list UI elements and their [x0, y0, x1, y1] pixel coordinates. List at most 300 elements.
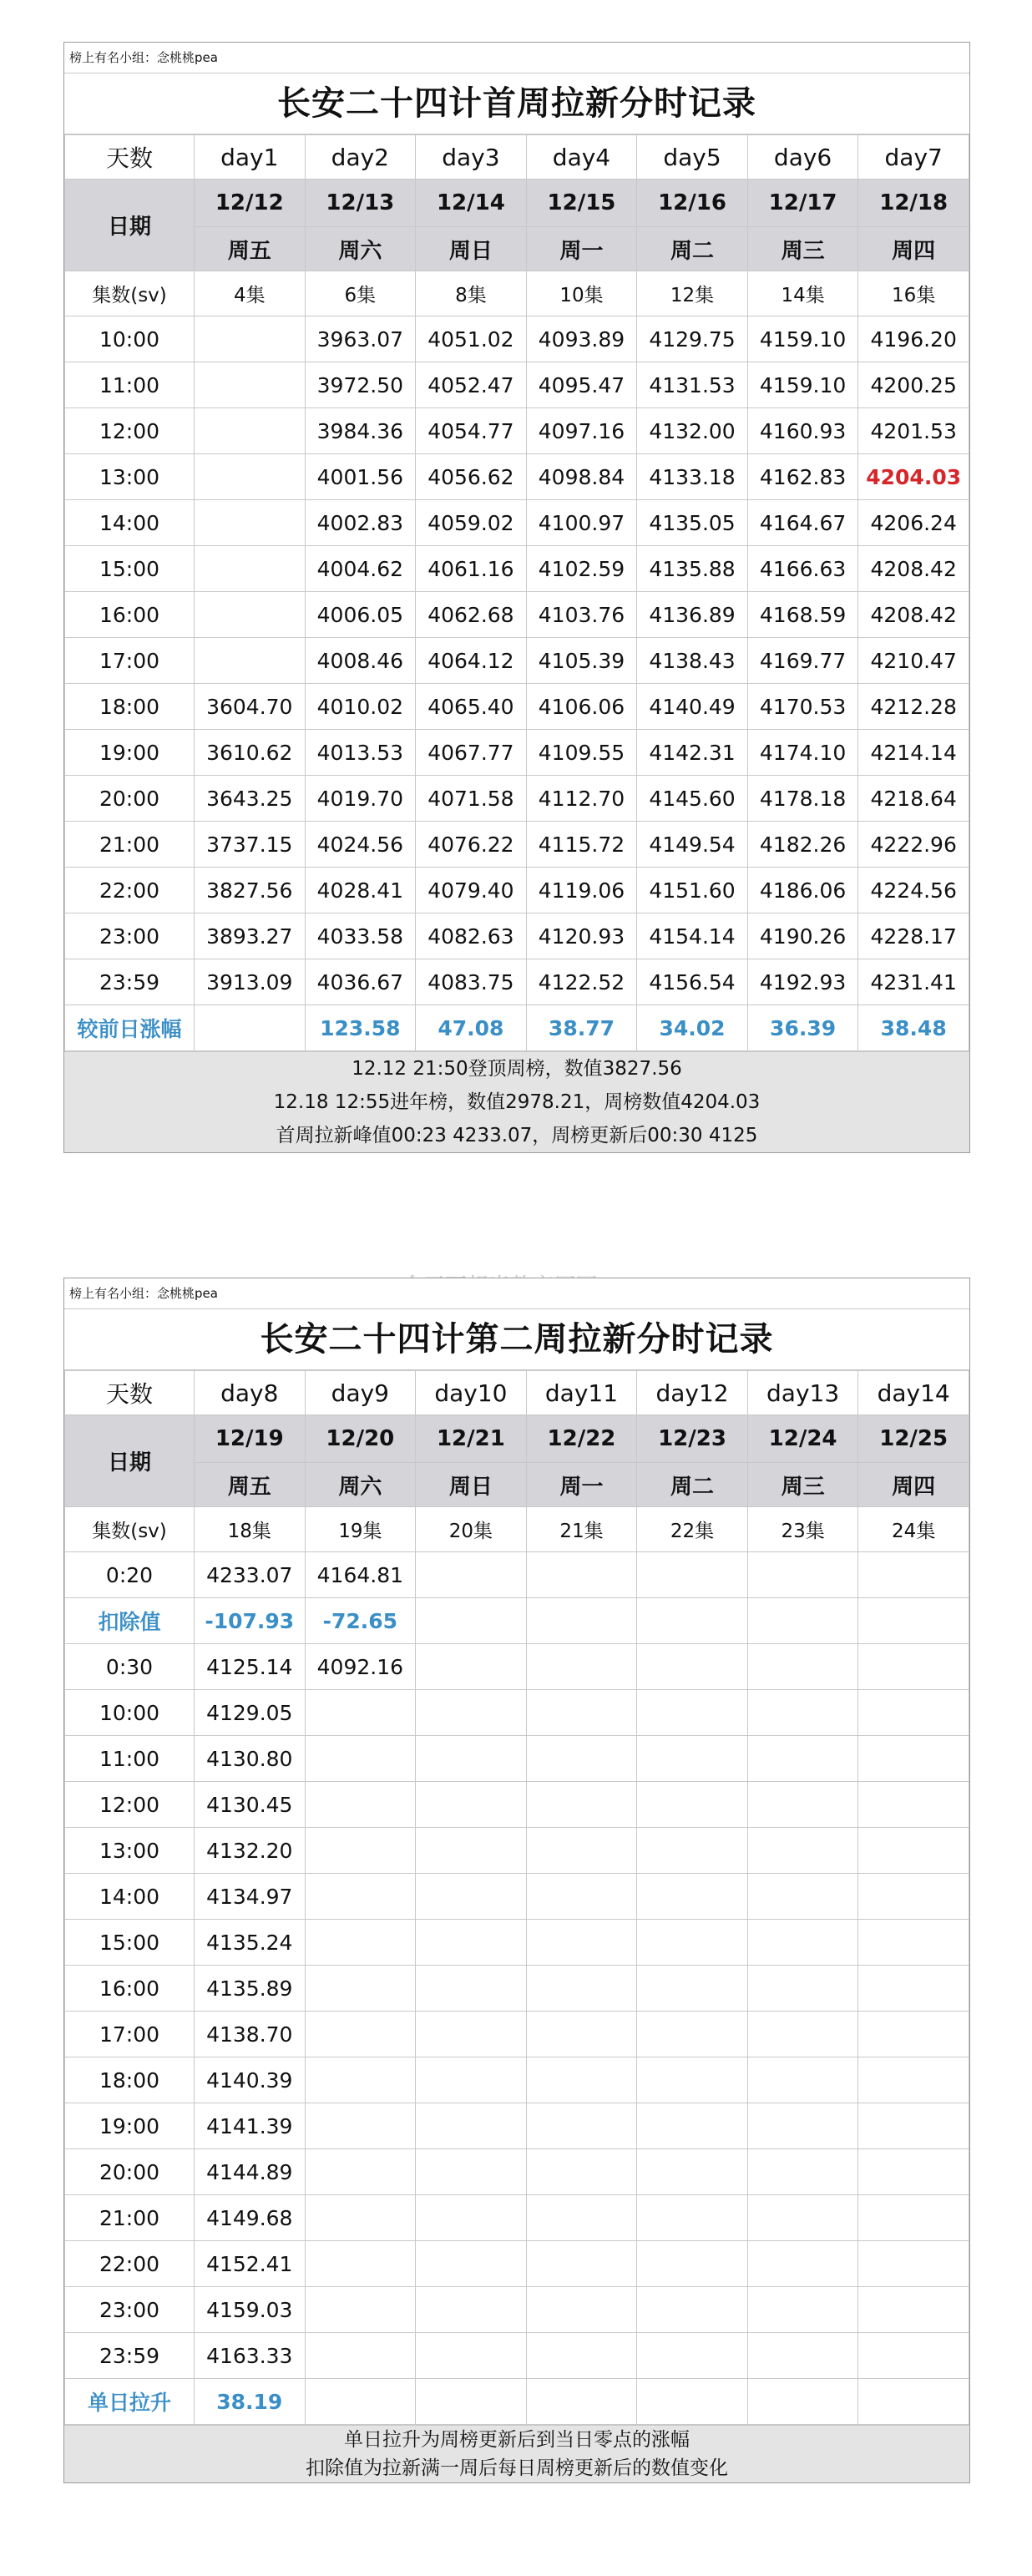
value-cell: 4056.62: [416, 454, 527, 500]
value-cell: 4129.05: [195, 1690, 306, 1736]
value-cell: 4174.10: [747, 730, 858, 776]
value-cell: 4006.05: [305, 592, 416, 638]
value-cell: -107.93: [195, 1598, 306, 1644]
value-cell: [637, 1644, 748, 1690]
date-cell: 12/20: [305, 1415, 416, 1463]
value-cell: [526, 2195, 637, 2241]
value-cell: [637, 2149, 748, 2195]
table-row: [65, 2012, 969, 2057]
value-cell: 3610.62: [195, 730, 306, 776]
value-cell: [526, 1644, 637, 1690]
value-cell: [526, 2012, 637, 2057]
day-label: day10: [416, 1371, 527, 1415]
time-label: 12:00: [65, 1782, 195, 1828]
value-cell: 4112.70: [526, 776, 637, 822]
table-row: [65, 730, 969, 776]
gain-cell: [305, 2379, 416, 2425]
value-cell: 4125.14: [195, 1644, 306, 1690]
value-cell: 4149.54: [637, 822, 748, 868]
gain-cell: [416, 2379, 527, 2425]
value-cell: [526, 2149, 637, 2195]
gain-row: [65, 2379, 969, 2425]
value-cell: 3893.27: [195, 913, 306, 959]
value-cell: [858, 2149, 969, 2195]
gain-cell: 47.08: [416, 1005, 527, 1051]
value-cell: 4168.59: [747, 592, 858, 638]
group-label: 榜上有名小组：念桃桃pea: [64, 43, 969, 73]
value-cell: [416, 2057, 527, 2103]
time-label: 23:00: [65, 913, 195, 959]
value-cell: [305, 2149, 416, 2195]
table-row: [65, 1782, 969, 1828]
weekday-cell: 周三: [747, 227, 858, 271]
date-row: [65, 1415, 969, 1463]
value-cell: [195, 408, 306, 454]
value-cell: [416, 1736, 527, 1782]
value-cell: 4097.16: [526, 408, 637, 454]
date-cell: 12/21: [416, 1415, 527, 1463]
time-label: 11:00: [65, 362, 195, 408]
value-cell: [416, 2241, 527, 2287]
value-cell: [637, 2287, 748, 2333]
value-cell: [747, 1736, 858, 1782]
day-label: day1: [195, 135, 306, 180]
row-label: 日期: [65, 1415, 195, 1507]
weekday-cell: 周二: [637, 1463, 748, 1507]
value-cell: 4190.26: [747, 913, 858, 959]
value-cell: 4051.02: [416, 316, 527, 362]
date-cell: 12/23: [637, 1415, 748, 1463]
day-header-row: [65, 135, 969, 180]
gain-cell: 34.02: [637, 1005, 748, 1051]
value-cell: 4152.41: [195, 2241, 306, 2287]
value-cell: 4218.64: [858, 776, 969, 822]
episodes-cell: 4集: [195, 271, 306, 316]
value-cell: [858, 1644, 969, 1690]
value-cell: [858, 1552, 969, 1598]
day-label: day12: [637, 1371, 748, 1415]
value-cell: 4036.67: [305, 959, 416, 1005]
value-cell: 3972.50: [305, 362, 416, 408]
episodes-cell: 21集: [526, 1507, 637, 1552]
value-cell: 4186.06: [747, 868, 858, 913]
value-cell: 4228.17: [858, 913, 969, 959]
date-row: [65, 180, 969, 227]
value-cell: [637, 1782, 748, 1828]
time-label: 14:00: [65, 500, 195, 546]
value-cell: [416, 2103, 527, 2149]
time-label: 17:00: [65, 638, 195, 684]
value-cell: 4132.20: [195, 1828, 306, 1874]
table-row: [65, 1690, 969, 1736]
value-cell: [195, 546, 306, 592]
value-cell: 4231.41: [858, 959, 969, 1005]
value-cell: [637, 2333, 748, 2379]
value-cell: [416, 2149, 527, 2195]
time-label: 22:00: [65, 2241, 195, 2287]
gain-cell: [195, 1005, 306, 1051]
value-cell: [858, 1598, 969, 1644]
value-cell: [637, 1598, 748, 1644]
value-cell: 4132.00: [637, 408, 748, 454]
value-cell: [637, 2195, 748, 2241]
time-label: 14:00: [65, 1874, 195, 1920]
value-cell: 4010.02: [305, 684, 416, 730]
value-cell: 4141.39: [195, 2103, 306, 2149]
value-cell: 3913.09: [195, 959, 306, 1005]
note-line: 首周拉新峰值00:23 4233.07，周榜更新后00:30 4125: [276, 1125, 758, 1146]
value-cell: 4122.52: [526, 959, 637, 1005]
value-cell: [416, 1644, 527, 1690]
value-cell: 4169.77: [747, 638, 858, 684]
value-cell: 4013.53: [305, 730, 416, 776]
value-cell: [526, 2057, 637, 2103]
value-cell: 4004.62: [305, 546, 416, 592]
value-cell: [305, 2057, 416, 2103]
value-cell: 4106.06: [526, 684, 637, 730]
value-cell: 4061.16: [416, 546, 527, 592]
value-cell: [637, 1966, 748, 2012]
week2-table-sheet: [63, 1278, 970, 2483]
value-cell: 4129.75: [637, 316, 748, 362]
week2-table: [64, 1370, 969, 2425]
value-cell: 4033.58: [305, 913, 416, 959]
value-cell: 4164.67: [747, 500, 858, 546]
value-cell: 4201.53: [858, 408, 969, 454]
table-row: [65, 2241, 969, 2287]
value-cell: 4001.56: [305, 454, 416, 500]
value-cell: 4192.93: [747, 959, 858, 1005]
value-cell: [195, 592, 306, 638]
value-cell: 4120.93: [526, 913, 637, 959]
value-cell: [858, 1690, 969, 1736]
value-cell: 4138.70: [195, 2012, 306, 2057]
episodes-cell: 10集: [526, 271, 637, 316]
table-row: [65, 1736, 969, 1782]
value-cell: [637, 1690, 748, 1736]
value-cell: 4164.81: [305, 1552, 416, 1598]
value-cell: 4002.83: [305, 500, 416, 546]
value-cell: [526, 1598, 637, 1644]
value-cell: [526, 2241, 637, 2287]
value-cell: [637, 2057, 748, 2103]
value-cell: [747, 1598, 858, 1644]
value-cell: [526, 1736, 637, 1782]
table-row: [65, 1828, 969, 1874]
value-cell: [526, 1690, 637, 1736]
weekday-cell: 周二: [637, 227, 748, 271]
table-row: [65, 2287, 969, 2333]
value-cell: 4083.75: [416, 959, 527, 1005]
value-cell: 4159.10: [747, 362, 858, 408]
table-row: [65, 2149, 969, 2195]
value-cell: [305, 1920, 416, 1966]
value-cell: 4064.12: [416, 638, 527, 684]
table-row: [65, 1644, 969, 1690]
time-label: 13:00: [65, 1828, 195, 1874]
value-cell: 3984.36: [305, 408, 416, 454]
episodes-cell: 19集: [305, 1507, 416, 1552]
value-cell: 4131.53: [637, 362, 748, 408]
day-label: day11: [526, 1371, 637, 1415]
value-cell: 4109.55: [526, 730, 637, 776]
value-cell: [637, 2103, 748, 2149]
value-cell: 4154.14: [637, 913, 748, 959]
day-label: day7: [858, 135, 969, 180]
value-cell: 4156.54: [637, 959, 748, 1005]
value-cell: 4093.89: [526, 316, 637, 362]
table-row: [65, 822, 969, 868]
value-cell: 4162.83: [747, 454, 858, 500]
table-row: [65, 408, 969, 454]
table-title: 长安二十四计首周拉新分时记录: [64, 73, 969, 134]
value-cell: 4062.68: [416, 592, 527, 638]
table-row: [65, 362, 969, 408]
value-cell: 4136.89: [637, 592, 748, 638]
value-cell: [305, 1828, 416, 1874]
group-label: 榜上有名小组：念桃桃pea: [64, 1278, 969, 1309]
value-cell: [637, 1552, 748, 1598]
value-cell: 4144.89: [195, 2149, 306, 2195]
table-row: [65, 316, 969, 362]
value-cell: [747, 2195, 858, 2241]
value-cell: 4196.20: [858, 316, 969, 362]
time-label: 23:00: [65, 2287, 195, 2333]
weekday-cell: 周日: [416, 227, 527, 271]
value-cell: 4103.76: [526, 592, 637, 638]
value-cell: [747, 1828, 858, 1874]
time-label: 0:20: [65, 1552, 195, 1598]
value-cell: 3737.15: [195, 822, 306, 868]
value-cell: [526, 1874, 637, 1920]
table-row: [65, 1598, 969, 1644]
gain-cell: 38.19: [195, 2379, 306, 2425]
value-cell: 4065.40: [416, 684, 527, 730]
date-cell: 12/25: [858, 1415, 969, 1463]
episodes-cell: 14集: [747, 271, 858, 316]
gain-cell: [747, 2379, 858, 2425]
value-cell: 4214.14: [858, 730, 969, 776]
day-label: day3: [416, 135, 527, 180]
episodes-cell: 20集: [416, 1507, 527, 1552]
value-cell: 4206.24: [858, 500, 969, 546]
value-cell: [305, 2195, 416, 2241]
time-label: 16:00: [65, 1966, 195, 2012]
weekday-cell: 周三: [747, 1463, 858, 1507]
weekday-cell: 周五: [195, 1463, 306, 1507]
date-cell: 12/14: [416, 180, 527, 227]
row-label: 集数(sv): [65, 271, 195, 316]
day-header-row: [65, 1371, 969, 1415]
value-cell: 4133.18: [637, 454, 748, 500]
value-cell: 4135.24: [195, 1920, 306, 1966]
table-row: [65, 500, 969, 546]
date-cell: 12/13: [305, 180, 416, 227]
value-cell: 4208.42: [858, 592, 969, 638]
value-cell: [858, 1920, 969, 1966]
value-cell: [195, 500, 306, 546]
day-label: day4: [526, 135, 637, 180]
table-row: [65, 1920, 969, 1966]
time-label: 13:00: [65, 454, 195, 500]
value-cell: 4140.49: [637, 684, 748, 730]
row-label: 集数(sv): [65, 1507, 195, 1552]
episodes-cell: 12集: [637, 271, 748, 316]
value-cell: 4082.63: [416, 913, 527, 959]
value-cell: [416, 2287, 527, 2333]
value-cell: [526, 2333, 637, 2379]
value-cell: 3963.07: [305, 316, 416, 362]
value-cell: 4115.72: [526, 822, 637, 868]
time-label: 10:00: [65, 1690, 195, 1736]
value-cell: [858, 2333, 969, 2379]
value-cell: [747, 2333, 858, 2379]
table-row: [65, 546, 969, 592]
time-label: 10:00: [65, 316, 195, 362]
value-cell: [416, 1828, 527, 1874]
value-cell: [416, 1598, 527, 1644]
value-cell: [637, 1736, 748, 1782]
table-row: [65, 776, 969, 822]
value-cell: [637, 1874, 748, 1920]
value-cell: 4160.93: [747, 408, 858, 454]
table-row: [65, 2333, 969, 2379]
weekday-cell: 周四: [858, 1463, 969, 1507]
time-label: 16:00: [65, 592, 195, 638]
value-cell: [416, 2012, 527, 2057]
value-cell: 4135.88: [637, 546, 748, 592]
gain-row: [65, 1005, 969, 1051]
value-cell: [747, 1782, 858, 1828]
value-cell: 4145.60: [637, 776, 748, 822]
value-cell: 4212.28: [858, 684, 969, 730]
weekday-cell: 周五: [195, 227, 306, 271]
weekday-row: [65, 227, 969, 271]
weekday-row: [65, 1463, 969, 1507]
episodes-cell: 8集: [416, 271, 527, 316]
date-cell: 12/22: [526, 1415, 637, 1463]
value-cell: 4163.33: [195, 2333, 306, 2379]
table-row: [65, 2057, 969, 2103]
value-cell: [416, 1920, 527, 1966]
value-cell: 4076.22: [416, 822, 527, 868]
day-label: day2: [305, 135, 416, 180]
value-cell: [858, 1874, 969, 1920]
table-row: [65, 1966, 969, 2012]
value-cell: 4008.46: [305, 638, 416, 684]
gain-cell: 123.58: [305, 1005, 416, 1051]
day-label: day6: [747, 135, 858, 180]
table-row: [65, 913, 969, 959]
value-cell: [416, 1966, 527, 2012]
value-cell: 4071.58: [416, 776, 527, 822]
value-cell: 4052.47: [416, 362, 527, 408]
value-cell: 4170.53: [747, 684, 858, 730]
value-cell: 4119.06: [526, 868, 637, 913]
time-label: 15:00: [65, 1920, 195, 1966]
value-cell: 4079.40: [416, 868, 527, 913]
time-label: 12:00: [65, 408, 195, 454]
value-cell: 4067.77: [416, 730, 527, 776]
value-cell: [858, 1782, 969, 1828]
episodes-cell: 22集: [637, 1507, 748, 1552]
time-label: 23:59: [65, 2333, 195, 2379]
value-cell: [195, 362, 306, 408]
episodes-cell: 18集: [195, 1507, 306, 1552]
time-label: 19:00: [65, 2103, 195, 2149]
value-cell: [305, 2241, 416, 2287]
value-cell: 4140.39: [195, 2057, 306, 2103]
day-label: day14: [858, 1371, 969, 1415]
value-cell: [747, 1690, 858, 1736]
table-row: [65, 592, 969, 638]
time-label: 18:00: [65, 684, 195, 730]
time-label: 11:00: [65, 1736, 195, 1782]
value-cell: [858, 1736, 969, 1782]
time-label: 18:00: [65, 2057, 195, 2103]
value-cell: [305, 1736, 416, 1782]
week1-table: [64, 134, 969, 1051]
value-cell: 4130.80: [195, 1736, 306, 1782]
value-cell: [305, 2333, 416, 2379]
weekday-cell: 周六: [305, 1463, 416, 1507]
value-cell: [747, 2149, 858, 2195]
day-label: day8: [195, 1371, 306, 1415]
value-cell: [305, 1966, 416, 2012]
date-cell: 12/19: [195, 1415, 306, 1463]
value-cell: 4100.97: [526, 500, 637, 546]
note-line: 12.18 12:55进年榜，数值2978.21，周榜数值4204.03: [273, 1091, 761, 1113]
value-cell: [305, 2012, 416, 2057]
value-cell: 4149.68: [195, 2195, 306, 2241]
value-cell: 4142.31: [637, 730, 748, 776]
row-label: 单日拉升: [65, 2379, 195, 2425]
value-cell: [747, 1966, 858, 2012]
row-label: 天数: [65, 1371, 195, 1415]
value-cell: [195, 454, 306, 500]
time-label: 22:00: [65, 868, 195, 913]
value-cell: [526, 1920, 637, 1966]
value-cell: [858, 1966, 969, 2012]
value-cell: 4135.05: [637, 500, 748, 546]
value-cell: [305, 1782, 416, 1828]
value-cell: [416, 1874, 527, 1920]
episodes-cell: 16集: [858, 271, 969, 316]
day-label: day9: [305, 1371, 416, 1415]
value-cell: [747, 2057, 858, 2103]
value-cell: [305, 1690, 416, 1736]
value-cell: [305, 1874, 416, 1920]
value-cell: 4200.25: [858, 362, 969, 408]
row-label: 较前日涨幅: [65, 1005, 195, 1051]
date-cell: 12/24: [747, 1415, 858, 1463]
value-cell: 4222.96: [858, 822, 969, 868]
table-row: [65, 684, 969, 730]
weekday-cell: 周一: [526, 1463, 637, 1507]
value-cell: 4092.16: [305, 1644, 416, 1690]
value-cell: [526, 1552, 637, 1598]
value-cell: 4024.56: [305, 822, 416, 868]
week1-table-sheet: [63, 42, 970, 1153]
value-cell: [416, 2333, 527, 2379]
date-cell: 12/18: [858, 180, 969, 227]
date-cell: 12/12: [195, 180, 306, 227]
value-cell: -72.65: [305, 1598, 416, 1644]
value-cell: [747, 2241, 858, 2287]
value-cell: [637, 2241, 748, 2287]
value-cell: [305, 2287, 416, 2333]
table-row: [65, 1874, 969, 1920]
